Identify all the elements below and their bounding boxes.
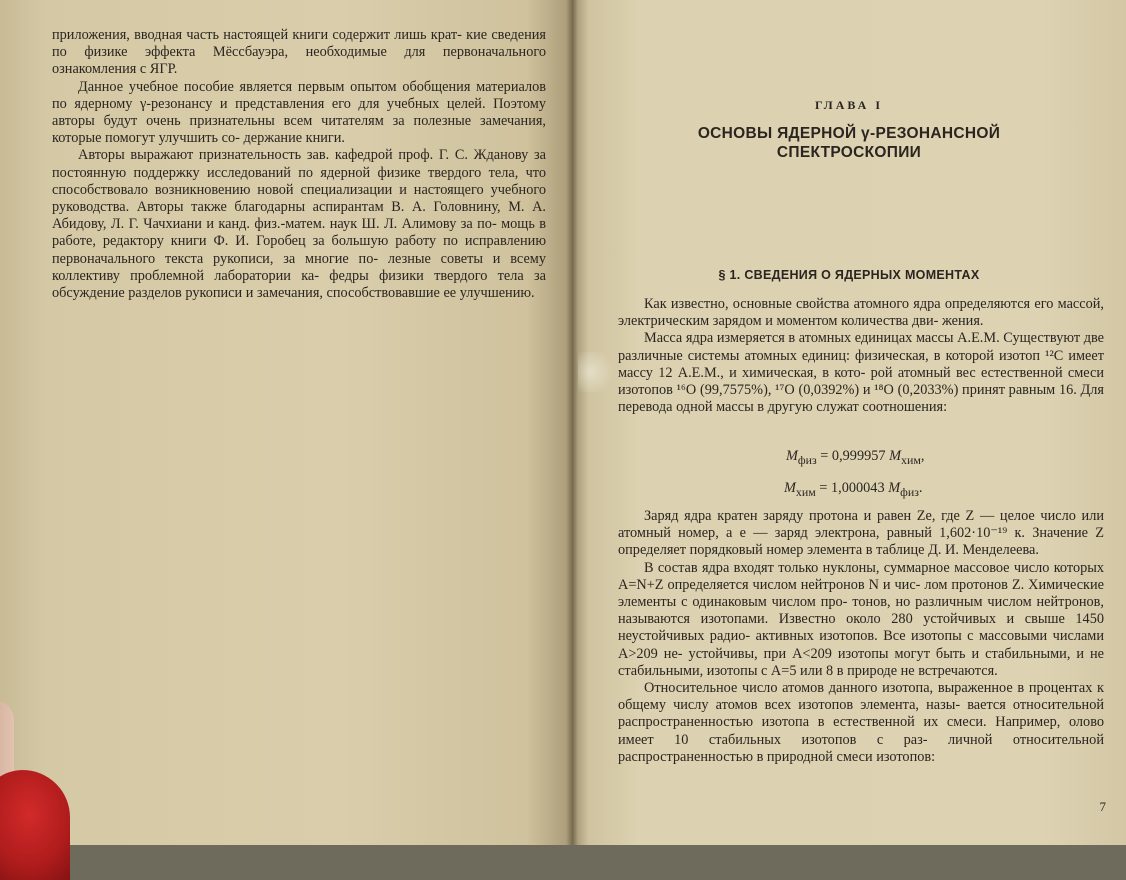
right-text-block-2 — [618, 508, 1104, 766]
formula-1-rhs-sub: хим — [901, 452, 921, 467]
left-page-text — [52, 27, 546, 302]
chapter-title — [572, 124, 1126, 162]
left-paragraph-1: приложения, вводная часть настоящей книги содержит лишь крат- кие сведения по физике эффекта Мёссбауэра, необходимые для первоначального ознакомления с ЯГР. — [52, 27, 546, 78]
right-paragraph-4: В состав ядра входят только нуклоны, суммарное массовое число которых A=N+Z определяется числом нейтронов N и чис- лом протонов Z. Химические элементы с одинаковым числом про- тонов, но различным числом нейтронов, называются изотопами. Известно около 280 устойчивых и свыше 1450 неустойчивых радио- активных изотопов. Все изотопы с массовыми числами A>209 не- устойчивы, при A<209 изотопы могут быть и стабильными, и не стабильными, изотопы с A=5 или 8 в природе не встречаются. — [618, 559, 1104, 679]
book-gutter — [566, 0, 578, 845]
page-crease — [578, 352, 618, 392]
formula-1-rhs: M — [889, 448, 902, 464]
left-page — [0, 0, 572, 845]
formula-2-tail: . — [918, 480, 923, 496]
chapter-title-line-2: СПЕКТРОСКОПИИ — [776, 144, 922, 161]
formula-1 — [786, 448, 924, 468]
formula-2-lhs: M — [784, 480, 796, 496]
formula-1-lhs-sub: физ — [797, 452, 817, 467]
formula-2-rhs: M — [888, 480, 901, 496]
page-number: 7 — [1099, 799, 1106, 814]
chapter-title-line-1: ОСНОВЫ ЯДЕРНОЙ γ-РЕЗОНАНСНОЙ — [697, 125, 1001, 142]
formula-1-eq: = 0,999957 — [816, 448, 890, 464]
right-paragraph-1: Как известно, основные свойства атомного ядра определяются его массой, электрическим зарядом и моментом количества дви- жения. — [618, 296, 1104, 330]
left-paragraph-3: Авторы выражают признательность зав. кафедрой проф. Г. С. Жданову за постоянную поддержку исследований по ядерной физике твердого тела, что способствовало возникновению новой специализации и настоящего учебного руководства. Авторы также благодарны аспирантам В. А. Головнину, М. А. Абидову, Л. Г. Чачхиани и канд. физ.-матем. наук Ш. Л. Алимову за по- мощь в работе, редактору книги Ф. И. Горобец за большую работу по исправлению первоначального текста рукописи, за многие по- лезные советы и всему коллективу проблемной лаборатории ка- федры физики твердого тела за обсуждение разделов рукописи и замечания, способствовавшие ее улучшению. — [52, 147, 546, 302]
formula-1-tail: , — [920, 448, 925, 464]
right-page — [572, 0, 1126, 845]
left-paragraph-2: Данное учебное пособие является первым опытом обобщения материалов по ядерному γ-резонансу и представления его для учебных целей. Поэтому авторы будут очень признательны всем читателям за полезные замечания, которые помогут улучшить со- держание книги. — [52, 78, 546, 147]
right-paragraph-2: Масса ядра измеряется в атомных единицах массы А.Е.М. Существуют две различные системы атомных единиц: физическая, в которой изотоп ¹²C имеет массу 12 А.Е.М., и химическая, в кото- рой атомный вес естественной смеси изотопов ¹⁶O (99,7575%), ¹⁷O (0,0392%) и ¹⁸O (0,2033%) принят равным 16. Для перевода одной массы в другую служат соотношения: — [618, 330, 1104, 416]
right-paragraph-5: Относительное число атомов данного изотопа, выраженное в процентах к общему числу атомов всех изотопов элемента, назы- вается относительной распространенностью изотопа в естественной их смеси. Например, олово имеет 10 стабильных изотопов с раз- личной относительной распространенностью в природной смеси изотопов: — [618, 680, 1104, 765]
right-paragraph-3: Заряд ядра кратен заряду протона и равен Ze, где Z — целое число или атомный номер, а e — заряд электрона, равный 1,602·10⁻¹⁹ к. Значение Z определяет порядковый номер элемента в таблице Д. И. Менделеева. — [618, 508, 1104, 559]
section-title: § 1. СВЕДЕНИЯ О ЯДЕРНЫХ МОМЕНТАХ — [718, 268, 980, 282]
chapter-number: ГЛАВА I — [814, 98, 883, 112]
formula-1-lhs: M — [786, 448, 798, 464]
formula-2-rhs-sub: физ — [900, 484, 919, 499]
formula-2 — [784, 480, 922, 500]
right-text-block-1 — [618, 296, 1104, 416]
formula-2-lhs-sub: хим — [795, 484, 816, 499]
formula-2-eq: = 1,000043 — [815, 480, 889, 496]
